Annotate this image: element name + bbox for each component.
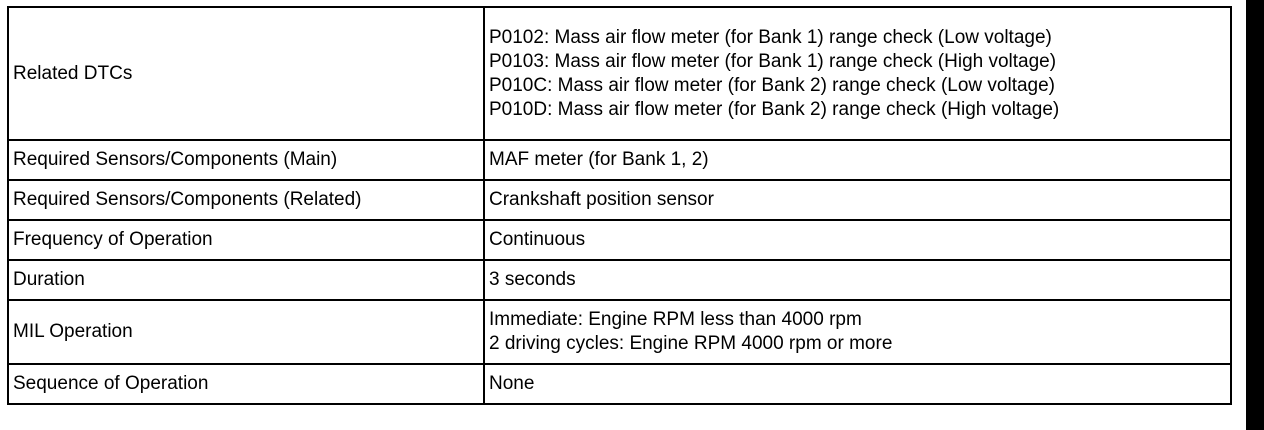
table-row-related-dtcs bbox=[8, 7, 1231, 140]
value-line: None bbox=[489, 373, 535, 394]
row-value bbox=[484, 300, 1231, 364]
row-label: Sequence of Operation bbox=[8, 364, 484, 404]
row-label: Related DTCs bbox=[8, 7, 484, 140]
row-label: Required Sensors/Components (Related) bbox=[8, 180, 484, 220]
dtc-line: P010C: Mass air flow meter (for Bank 2) range check (Low voltage) bbox=[489, 74, 1056, 96]
row-value bbox=[484, 260, 1231, 300]
row-value bbox=[484, 140, 1231, 180]
table-row-required-main bbox=[8, 140, 1231, 180]
table-row-duration bbox=[8, 260, 1231, 300]
row-label: MIL Operation bbox=[8, 300, 484, 364]
table-row-sequence bbox=[8, 364, 1231, 404]
table-row-frequency bbox=[8, 220, 1231, 260]
dtc-line: P0102: Mass air flow meter (for Bank 1) range check (Low voltage) bbox=[489, 26, 1052, 48]
value-line: Continuous bbox=[489, 229, 586, 250]
row-value bbox=[484, 364, 1231, 404]
value-line: MAF meter (for Bank 1, 2) bbox=[489, 149, 709, 170]
right-edge-bar bbox=[1246, 0, 1264, 430]
dtc-line: P0103: Mass air flow meter (for Bank 1) range check (High voltage) bbox=[489, 50, 1057, 72]
row-label: Required Sensors/Components (Main) bbox=[8, 140, 484, 180]
table-row-required-related bbox=[8, 180, 1231, 220]
row-value bbox=[484, 180, 1231, 220]
row-label: Duration bbox=[8, 260, 484, 300]
row-label: Frequency of Operation bbox=[8, 220, 484, 260]
value-line: Immediate: Engine RPM less than 4000 rpm bbox=[489, 309, 862, 330]
table-row-mil-operation bbox=[8, 300, 1231, 364]
specification-table bbox=[7, 6, 1232, 405]
row-value bbox=[484, 7, 1231, 140]
value-line: Crankshaft position sensor bbox=[489, 189, 714, 210]
dtc-line: P010D: Mass air flow meter (for Bank 2) range check (High voltage) bbox=[489, 98, 1060, 120]
specification-table-body bbox=[8, 7, 1231, 404]
row-value bbox=[484, 220, 1231, 260]
value-line: 3 seconds bbox=[489, 269, 576, 290]
value-line: 2 driving cycles: Engine RPM 4000 rpm or more bbox=[489, 333, 893, 354]
